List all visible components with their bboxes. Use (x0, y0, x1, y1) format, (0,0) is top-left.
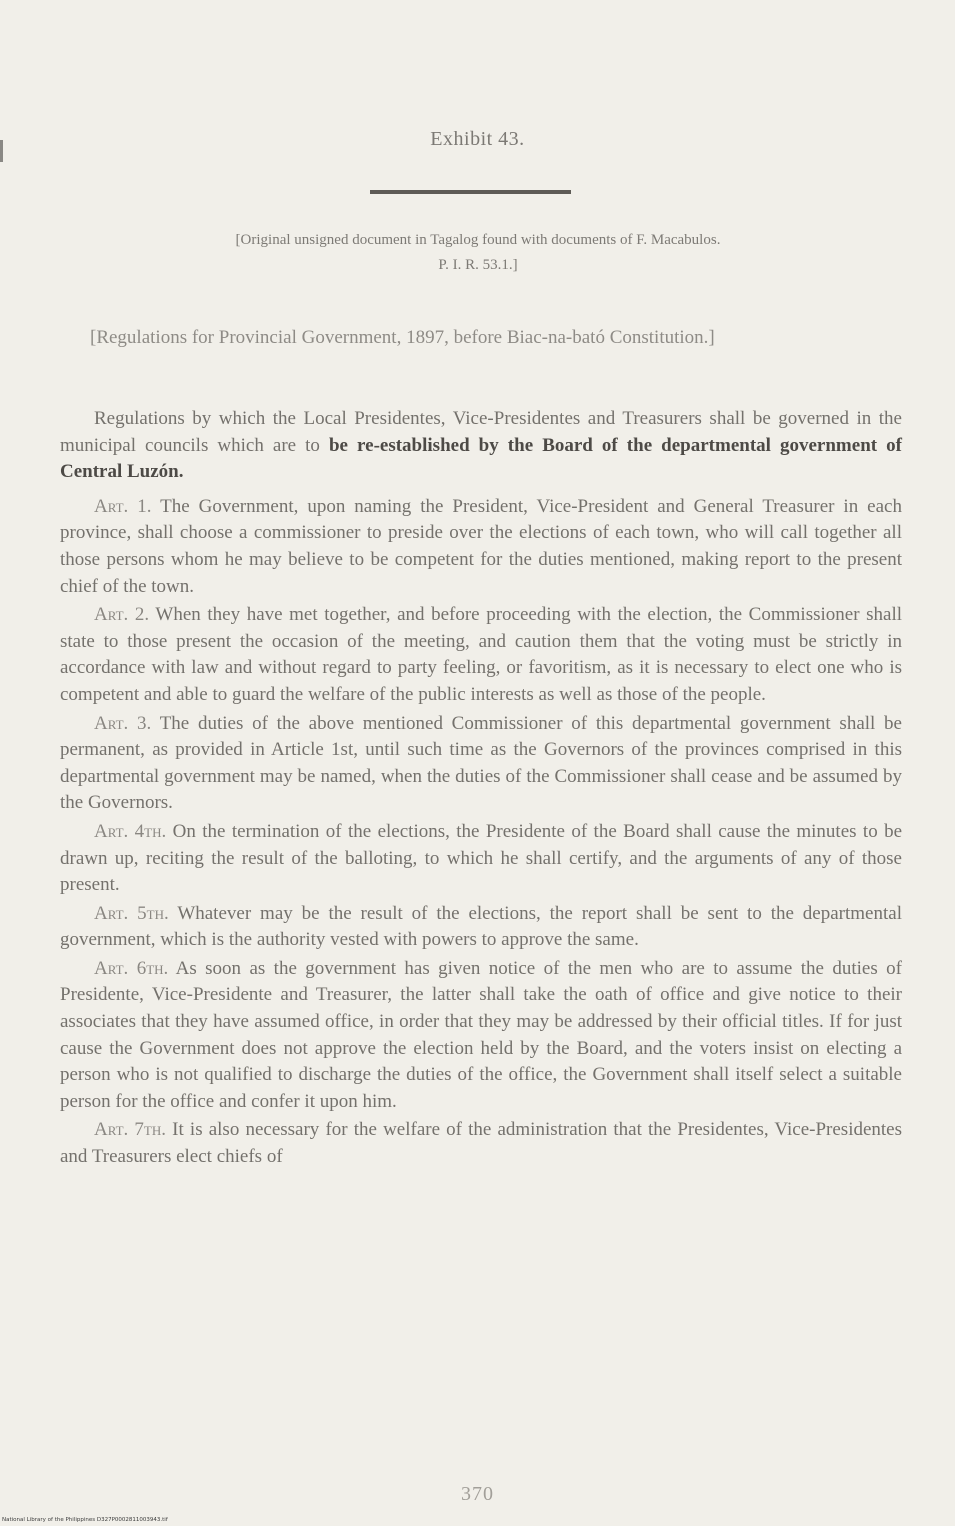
article-label: Art. 7th. (94, 1119, 167, 1141)
article-3 (60, 711, 902, 817)
source-note (58, 228, 898, 278)
article-label: Art. 6th. (94, 957, 169, 979)
source-note-line-2: P. I. R. 53.1.] (438, 257, 518, 273)
article-7 (60, 1117, 902, 1170)
article-text: On the termination of the elections, the Presidente of the Board shall cause the minutes to be drawn up, reciting the result of the balloting, to which he shall certify, and the arguments of any of those present. (60, 820, 903, 896)
article-text: As soon as the government has given notice of the men who are to assume the duties of Presidente, Vice-Presidente and Treasurer, the latter shall take the oath of office and give notice to their associates that they have assumed office, in order that they may be addressed by their official titles. If for just cause the Government does not approve the election held by the Board, and the voters insist on electing a person who is not qualified to discharge the duties of the office, the Government shall itself select a suitable person for the office and confer it upon him. (60, 957, 902, 1112)
intro-bold-text: be re-established by the Board of the departmental government of Central Luzón. (60, 434, 902, 483)
article-label: Art. 1. (94, 495, 152, 517)
article-1 (60, 494, 902, 600)
intro-paragraph (60, 406, 902, 486)
source-note-line-1: [Original unsigned document in Tagalog found with documents of F. Macabulos. (235, 232, 721, 248)
article-label: Art. 4th. (94, 820, 167, 842)
article-2 (60, 602, 902, 708)
article-text: Whatever may be the result of the elections, the report shall be sent to the departmental government, which is the authority vested with powers to approve the same. (60, 902, 902, 951)
article-4 (60, 819, 902, 899)
article-text: It is also necessary for the welfare of the administration that the Presidentes, Vice-Presidentes and Treasurers elect chiefs of (60, 1119, 903, 1168)
article-label: Art. 2. (94, 604, 150, 626)
article-5 (60, 901, 902, 954)
article-text: When they have met together, and before proceeding with the election, the Commissioner shall state to those present the occasion of the meeting, and caution them that the voting must be strictly in accordance with law and without regard to party feeling, or favoritism, as it is necessary to elect one who is competent and able to guard the welfare of the public interests as well as those of the people. (60, 604, 902, 705)
heading-rule (370, 190, 571, 194)
archive-credit: National Library of the Philippines D327P0002811003943.tif (2, 1517, 168, 1523)
article-6 (60, 956, 902, 1116)
article-text: The Government, upon naming the President, Vice-President and General Treasurer in each province, shall choose a commissioner to preside over the elections of each town, who will call together all those persons whom he may believe to be competent for the duties mentioned, making report to the present chief of the town. (60, 495, 902, 597)
intro-text: Regulations by which the Local Presidentes, Vice-Presidentes and Treasurers shall be governed in the municipal councils which are to (60, 408, 902, 456)
exhibit-heading: Exhibit 43. (430, 128, 525, 150)
article-label: Art. 5th. (94, 902, 169, 924)
page-number: 370 (461, 1483, 494, 1505)
article-label: Art. 3. (94, 712, 152, 734)
document-subheading: [Regulations for Provincial Government, 1897, before Biac-na-bató Constitution.] (90, 327, 715, 348)
article-text: The duties of the above mentioned Commissioner of this departmental government shall be permanent, as provided in Article 1st, until such time as the Governors of the provinces comprised in this departmental government may be named, when the duties of the Commissioner shall cease and be assumed by the Governors. (60, 712, 902, 814)
document-body (60, 406, 902, 1173)
